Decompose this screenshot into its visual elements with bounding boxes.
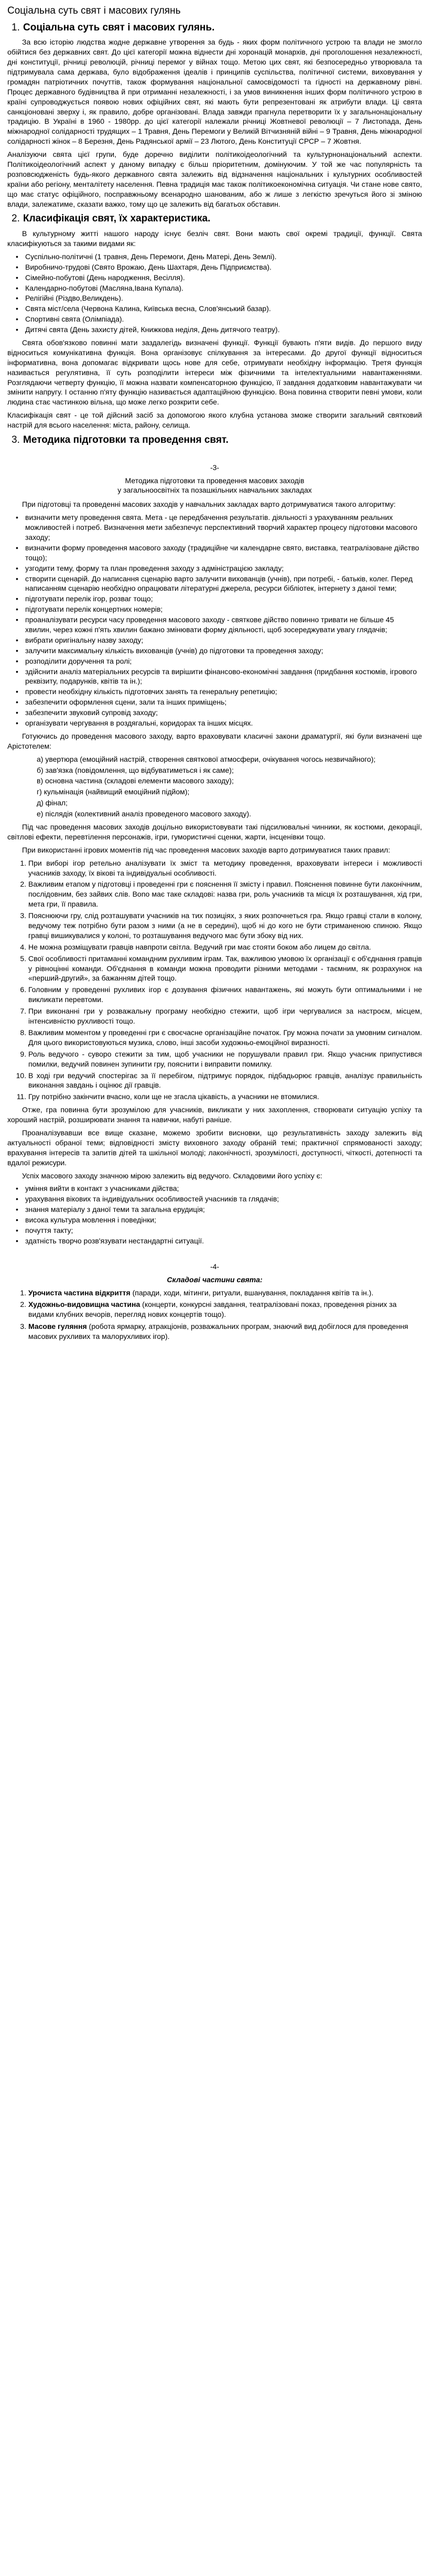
list-item: • Релігійні (Різдво,Великдень).: [25, 293, 422, 303]
list-item: • узгодити тему, форму та план проведення заходу з адміністрацією закладу;: [25, 563, 422, 573]
amplifiers-paragraph: Під час проведення масових заходів доцільно використовувати такі підсилювальні чинники, як костюми, декорації, світлові ефекти, перевтілення персонажів, ігри, гумористичні сценки, жарти, інсценівки тощо.: [7, 823, 422, 841]
part-name: Масове гуляння: [28, 1322, 87, 1331]
methodology-heading-line-2: у загальноосвітніх та позашкільних навчальних закладах: [117, 486, 312, 495]
list-item: • урахування вікових та індивідуальних особливостей учасників та глядачів;: [25, 1194, 422, 1204]
section-2-paragraph-1: Свята обов'язково повинні мати заздалегідь визначені функції. Функції бувають п'яти видів. До першого виду відноситься комунікативна функція. Вона організовує спілкування за інтересами. До другої функції відноситься інформативна, вона допомагає відкривати щось нове для себе, отримувати необхідну інформацію. Третя функція називається регулятивна, її суть розподілити інтереси між фізичними та інтелектуальними навантаженнями. Розглядаючи четверту функцію, її можна назвати компенсаторною функцією, її завдання додатковим навантажувати чи змінити напругу. І останню п'яту функцію називається адаптаційною функцією. Вона повинна створити певні умови, коли людина стає частинкою вільна, що може легко розкрити себе.: [7, 338, 422, 407]
list-item: [28, 1322, 422, 1342]
list-item: 6. Головним у проведенні рухливих ігор є дозування фізичних навантажень, які можуть бути оптимальними і не викликати перевтоми.: [28, 985, 422, 1005]
section-3-title: Методика підготовки та проведення свят.: [23, 434, 229, 445]
document-title: Соціальна суть свят і масових гулянь: [7, 5, 181, 16]
methodology-heading-line-1: Методика підготовки та проведення масових заходів: [125, 476, 305, 485]
list-item: • Календарно-побутові (Масляна,Івана Купала).: [25, 283, 422, 293]
section-2-intro: В культурному житті нашого народу існує безліч свят. Вони мають свої окремі традиції, функції. Свята класифікуються за такими видами як:: [7, 229, 422, 248]
dramaturgy-list: [7, 754, 422, 819]
list-item: • Спортивні свята (Олімпіада).: [25, 314, 422, 324]
list-item: д) фінал;: [37, 799, 68, 807]
section-2-number: 2.: [12, 213, 20, 225]
host-success-list: [7, 1184, 422, 1246]
part-description: (паради, ходи, мітинги, ритуали, вшанування, покладання квітів та ін.).: [130, 1288, 374, 1297]
list-item: 8. Важливим моментом у проведенні гри є своєчасне організаційне початок. Гру можна почати за умовним сигналом. Для цього використовуються музика, слово, інші засоби художньо-емоційної виразності.: [28, 1028, 422, 1048]
part-description: (концерти, конкурсні завдання, театралізовані показ, проведення різних за видами клубних вечорів, перегляд нових концертів тощо).: [28, 1300, 397, 1319]
list-item: • підготувати перелік концертних номерів;: [25, 604, 422, 614]
page-number-3: -3-: [210, 463, 220, 472]
host-success-intro: Успіх масового заходу значною мірою залежить від ведучого. Складовими його успіху є:: [22, 1171, 322, 1180]
section-1-number: 1.: [12, 22, 20, 33]
list-item: 1. При виборі ігор ретельно аналізувати їх зміст та методику проведення, враховувати інтереси і можливості учасників заходу, їх вікові та індивідуальні особливості.: [28, 858, 422, 878]
game-rules-intro: При використанні ігрових моментів під час проведення масових заходів варто дотримуватися таких правил:: [22, 845, 391, 854]
holiday-parts-list: [7, 1288, 422, 1342]
algorithm-list: [7, 513, 422, 728]
dramaturgy-intro: Готуючись до проведення масового заходу, варто враховувати класичні закони драматургії, які були визначені ще Арістотелем:: [7, 731, 422, 750]
list-item: 4. Не можна розміщувати гравців навпроти світла. Ведучий гри має стояти боком або лицем до світла.: [28, 942, 422, 952]
list-item: • визначити мету проведення свята. Мета - це передбачення результатів. діяльності з урахуванням реальних можливостей і потреб. Визначення мети забезпечує перспективний творчий характер процесу підготовки масового заходу;: [25, 513, 422, 542]
list-item: • знання матеріалу з даної теми та загальна ерудиція;: [25, 1205, 422, 1215]
list-item: 9. Роль ведучого - суворо стежити за тим, щоб учасники не порушували правил гри. Якщо учасник припустився помилки, ведучий повинен зупинити гру, пояснити і виправити помилку.: [28, 1049, 422, 1069]
list-item: 10. В ході гри ведучий спостерігає за її перебігом, підтримує порядок, підбадьорює гравців, аналізує правильність виконання завдань і оцінює дії гравців.: [28, 1071, 422, 1091]
list-item: • визначити форму проведення масового заходу (традиційне чи календарне свято, виставка, театралізоване дійство тощо);: [25, 543, 422, 563]
list-item: 11. Гру потрібно закінчити вчасно, коли ще не згасла цікавість, а учасники не втомилися.: [28, 1092, 422, 1102]
section-2-paragraph-2: Класифікація свят - це той дійсний засіб за допомогою якого клубна установа зможе створити загальний святковий настрій для всього населення: міста, району, селища.: [7, 411, 422, 430]
section-2-heading: [7, 212, 422, 226]
list-item: • забезпечити оформлення сцени, зали та інших приміщень;: [25, 697, 422, 707]
list-item: • Свята міст/села (Червона Калина, Київська весна, Слов'янський базар).: [25, 304, 422, 314]
game-summary-paragraph: Отже, гра повинна бути зрозумілою для учасників, викликати у них захоплення, створювати ситуацію успіху та хороший настрій, розширювати знання та навички, набуті раніше.: [7, 1105, 422, 1124]
section-2-title: Класифікація свят, їх характеристика.: [23, 213, 211, 225]
list-item: • підготувати перелік ігор, розваг тощо;: [25, 594, 422, 604]
list-item: • розподілити доручення та ролі;: [25, 656, 422, 666]
page-number-4: -4-: [210, 1262, 220, 1271]
analysis-paragraph: Проаналізувавши все вище сказане, можемо зробити висновки, що результативність заходу залежить від актуальності обраної теми; відповідності змісту виховного заходу обраній темі; практичної спрямованості заходу; врахування інтересів та запитів дітей та шкільної молоді; лаконічності, зрозумілості, доступності, чіткості, дотепності та вдалої режисури.: [7, 1128, 422, 1167]
list-item: • Виробничо-трудові (Свято Врожаю, День Шахтаря, День Підприємства).: [25, 262, 422, 272]
list-item: • залучити максимальну кількість вихованців (учнів) до підготовки та проведення заходу;: [25, 646, 422, 656]
list-item: [28, 1300, 422, 1319]
list-item: • висока культура мовлення і поведінки;: [25, 1215, 422, 1225]
list-item: • Дитячі свята (День захисту дітей, Книжкова неділя, День дитячого театру).: [25, 325, 422, 335]
list-item: в) основна частина (складові елементи масового заходу);: [37, 776, 234, 785]
list-item: • вибрати оригінальну назву заходу;: [25, 635, 422, 645]
list-item: г) кульмінація (найвищий емоційний підйом);: [37, 787, 190, 796]
section-1-heading: [7, 21, 422, 35]
list-item: • уміння вийти в контакт з учасниками дійства;: [25, 1184, 422, 1194]
list-item: 7. При виконанні гри у розважальну програму необхідно стежити, щоб ігри чергувалися за настроєм, місцем, інтенсивністю рухливості тощо.: [28, 1006, 422, 1026]
game-rules-list: [7, 858, 422, 1102]
list-item: • Суспільно-політичні (1 травня, День Перемоги, День Матері, День Землі).: [25, 252, 422, 262]
list-item: е) післядія (колективний аналіз проведеного масового заходу).: [37, 810, 252, 818]
list-item: • організувати чергування в роздягальні, коридорах та інших місцях.: [25, 718, 422, 728]
list-item: • здатність творчо розв'язувати нестандартні ситуації.: [25, 1236, 422, 1246]
list-item: • проаналізувати ресурси часу проведення масового заходу - святкове дійство повинно тривати не більше 45 хвилин, через кожні п'ять хвилин бажано змінювати форму діяльності, щоб зосереджувати увагу глядачів;: [25, 615, 422, 635]
list-item: • Сімейно-побутові (День народження, Весілля).: [25, 273, 422, 283]
part-name: Художньо-видовищна частина: [28, 1300, 140, 1309]
section-3-heading: [7, 433, 422, 447]
algorithm-intro: При підготовці та проведенні масових заходів у навчальних закладах варто дотримуватися такого алгоритму:: [22, 500, 396, 509]
list-item: • створити сценарій. До написання сценарію варто залучити вихованців (учнів), при потребі, - батьків, колег. Перед написанням сценарію необхідно опрацювати літературні джерела, ресурси бібліотек, інтернету з даної теми;: [25, 574, 422, 594]
list-item: • почуття такту;: [25, 1226, 422, 1236]
list-item: 2. Важливим етапом у підготовці і проведенні гри є пояснення її змісту і правил. Пояснення повинне бути лаконічним, послідовним, без зайвих слів. Вono має таке складові: назва гри, роль учасників та місця їх розташування, хід гри, мета гри, її правила.: [28, 879, 422, 909]
part-description: (робота ярмарку, атракціонів, розважальних програм, знаючий вид добіглося для проведення масових рухливих та малорухливих ігор).: [28, 1322, 408, 1341]
section-1-paragraph-1: За всю історію людства жодне державне утворення за будь - яких форм політичного устрою та влади не змогло обійтися без державних свят. До цієї категорії можна віднести дні хоронацій монархів, дні проголошення незалежності, дні конституції, річниці революцій, річниці перемог у війнах тощо. Метою цих свят, які безпосередньо утворювала та підтримувала сама держава, було відображення ідеалів і принципів суспільства, політичної системи, виховування у громадян патріотичних почуттів, також формування національної самосвідомості та гідності на державному рівні. Процес державного будівництва й при отриманні незалежності, і за умов виникнення інших форм політичного устрою в країні супроводжується появою нових офіційних свят, які мають бути репрезентовані як атрибути влади. Ці свята санкціоновані зверху і, як правило, добре організовані. Влада завжди прагнула перетворити їх у загальнонаціональну традицію. В Україні в 1960 - 1980рр. до цієї категорії належали річниці Жовтневої революції – 7 Листопада, День міжнародної солідарності трудящих – 1 Травня, День Перемоги у Великій Вітчизняній війні – 9 Травня, День міжнародної солідарності жінок – 8 Березня, День Радянської армії – 23 Лютого, День Конституції СРСР – 7 Жовтня.: [7, 38, 422, 146]
part-name: Урочиста частина відкриття: [28, 1288, 131, 1297]
list-item: • провести необхідну кількість підготовчих занять та генеральну репетицію;: [25, 687, 422, 697]
list-item: а) увертюра (емоційний настрій, створення святкової атмосфери, очікування чогось незвичайного);: [37, 754, 376, 763]
parts-title: Складові частини свята:: [167, 1275, 263, 1284]
section-1-paragraph-2: Аналізуючи свята цієї групи, буде доречно виділити політикоідеологічний та культурнонаціональний аспекти. Політикоідеологічний аспект у даному випадку є більш пріоритетним, домінуючим. У той же час популярність та розповсюдженість будь-якого державного свята залежить від відзначення національних і культурних особливостей країни або регіону, менталітету населення. Певна традиція має також політикоекономічна ситуація. Чи стане нове свято, що має статус офіційного, посправжньому всенародно шанованим, або ж лише з легкістю зречуться його зі зміною влади, залежатиме, сказати важко, тому що це залежить від багатьох обставин.: [7, 150, 422, 208]
holiday-types-list: [7, 252, 422, 335]
section-3-number: 3.: [12, 434, 20, 445]
list-item: [28, 1288, 422, 1298]
list-item: • здійснити аналіз матеріальних ресурсів та вирішити фінансово-економічні завдання (придбання костюмів, ігрового реквізиту, подарунків, квітів та ін.);: [25, 667, 422, 687]
section-1-title: Соціальна суть свят і масових гулянь.: [23, 22, 215, 33]
list-item: • забезпечити звуковий супровід заходу;: [25, 708, 422, 718]
list-item: 3. Пояснюючи гру, слід розташувати учасників на тих позиціях, з яких розпочнеться гра. Якщо гравці стали в колону, ведучому теж потрібно бути разом з ними (а не в середині), щоб ні до кого не бути стриманеною спиною. Якщо гравці вишикувалися у колоні, то розташування ведучого має бути збоку від них.: [28, 911, 422, 941]
list-item: 5. Свої особливості притаманні командним рухливим іграм. Так, важливою умовою їх організації є об'єднання гравців у рівноцінні команди. Об'єднання в команди можна проводити різними методами - таємним, як розрахунок на «перший-другий», за бажанням дітей тощо.: [28, 954, 422, 984]
list-item: б) зав'язка (повідомлення, що відбуватиметься і як саме);: [37, 765, 234, 774]
